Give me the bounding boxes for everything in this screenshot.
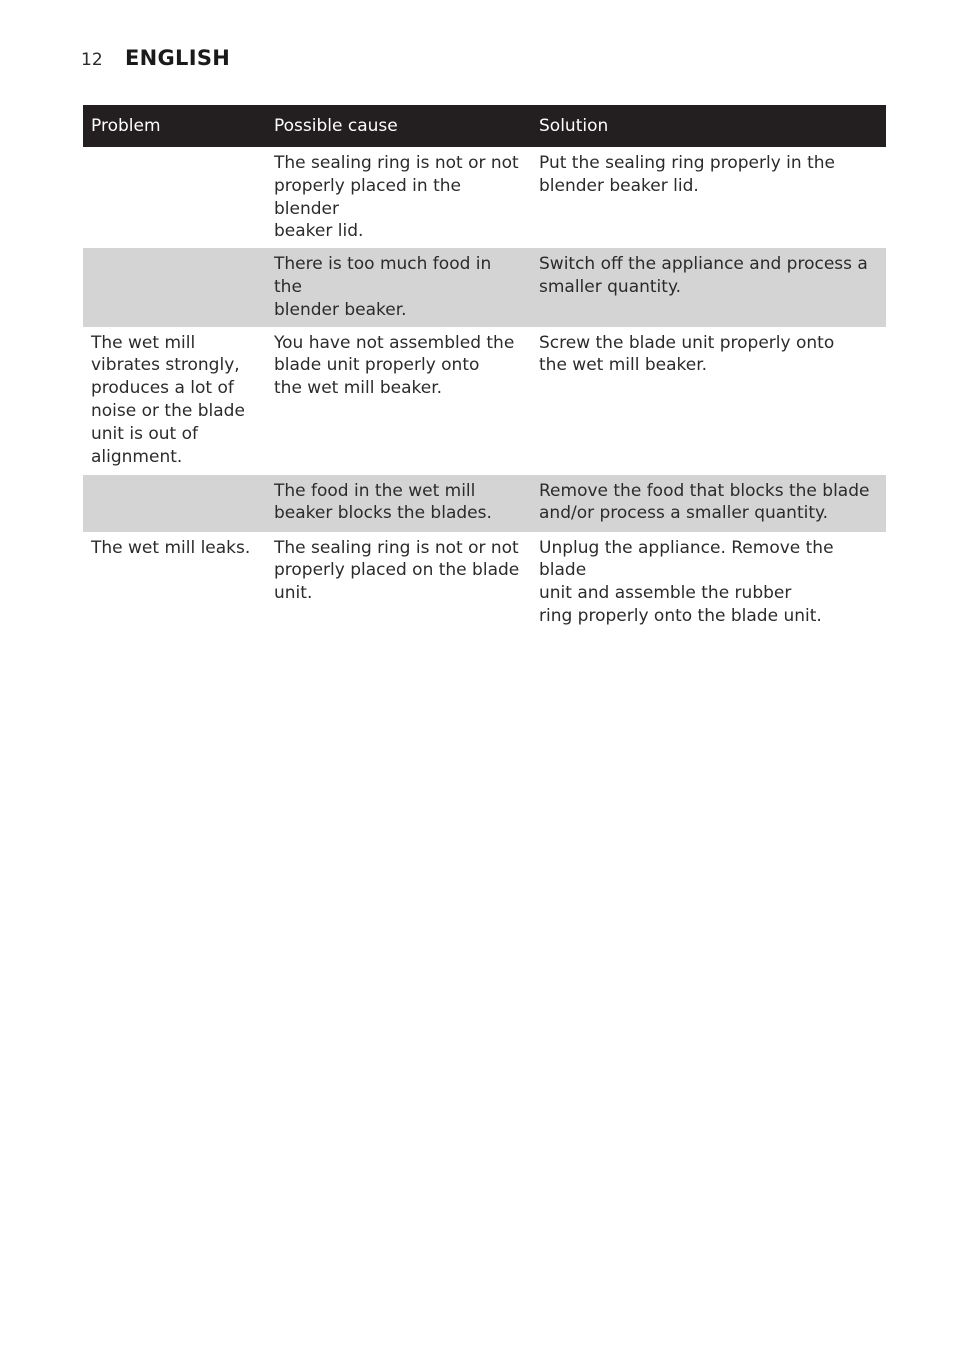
cell-cause [266, 147, 531, 248]
cell-solution [531, 147, 886, 248]
cell-problem [83, 147, 266, 248]
column-header-solution: Solution [531, 105, 886, 147]
cell-problem [83, 327, 266, 475]
solution-text: Remove the food that blocks the blade and/or process a smaller quantity. [539, 480, 870, 524]
cell-solution [531, 327, 886, 475]
cell-solution [531, 475, 886, 532]
solution-text: Screw the blade unit properly onto the wet mill beaker. [539, 332, 835, 376]
cell-solution [531, 532, 886, 633]
cell-problem [83, 248, 266, 326]
page-number: 12 [81, 50, 103, 70]
cause-text: You have not assembled the blade unit properly onto the wet mill beaker. [274, 332, 515, 399]
table-row [83, 475, 886, 532]
table-row [83, 248, 886, 326]
problem-text: The wet mill leaks. [91, 537, 251, 558]
cell-cause [266, 532, 531, 633]
cell-cause [266, 327, 531, 475]
column-header-problem: Problem [83, 105, 266, 147]
cause-text: The sealing ring is not or not properly placed in the blender beaker lid. [274, 153, 519, 242]
cell-cause [266, 475, 531, 532]
solution-text: Unplug the appliance. Remove the blade unit and assemble the rubber ring properly onto the blade unit. [539, 537, 834, 626]
cell-problem [83, 532, 266, 633]
cell-cause [266, 248, 531, 326]
table-row [83, 532, 886, 633]
table-row [83, 147, 886, 248]
solution-text: Put the sealing ring properly in the blender beaker lid. [539, 153, 835, 196]
cell-solution [531, 248, 886, 326]
cause-text: The sealing ring is not or not properly placed on the blade unit. [274, 537, 520, 604]
cause-text: There is too much food in the blender beaker. [274, 254, 492, 320]
table-header-row [83, 105, 886, 147]
solution-text: Switch off the appliance and process a smaller quantity. [539, 254, 868, 297]
table-row [83, 327, 886, 475]
troubleshooting-table [83, 105, 886, 633]
section-language-title: ENGLISH [125, 46, 231, 70]
problem-text: The wet mill vibrates strongly, produces a lot of noise or the blade unit is out of alignment. [91, 332, 245, 467]
column-header-possible-cause: Possible cause [266, 105, 531, 147]
page-header [81, 46, 230, 70]
cause-text: The food in the wet mill beaker blocks the blades. [274, 480, 492, 524]
cell-problem [83, 475, 266, 532]
